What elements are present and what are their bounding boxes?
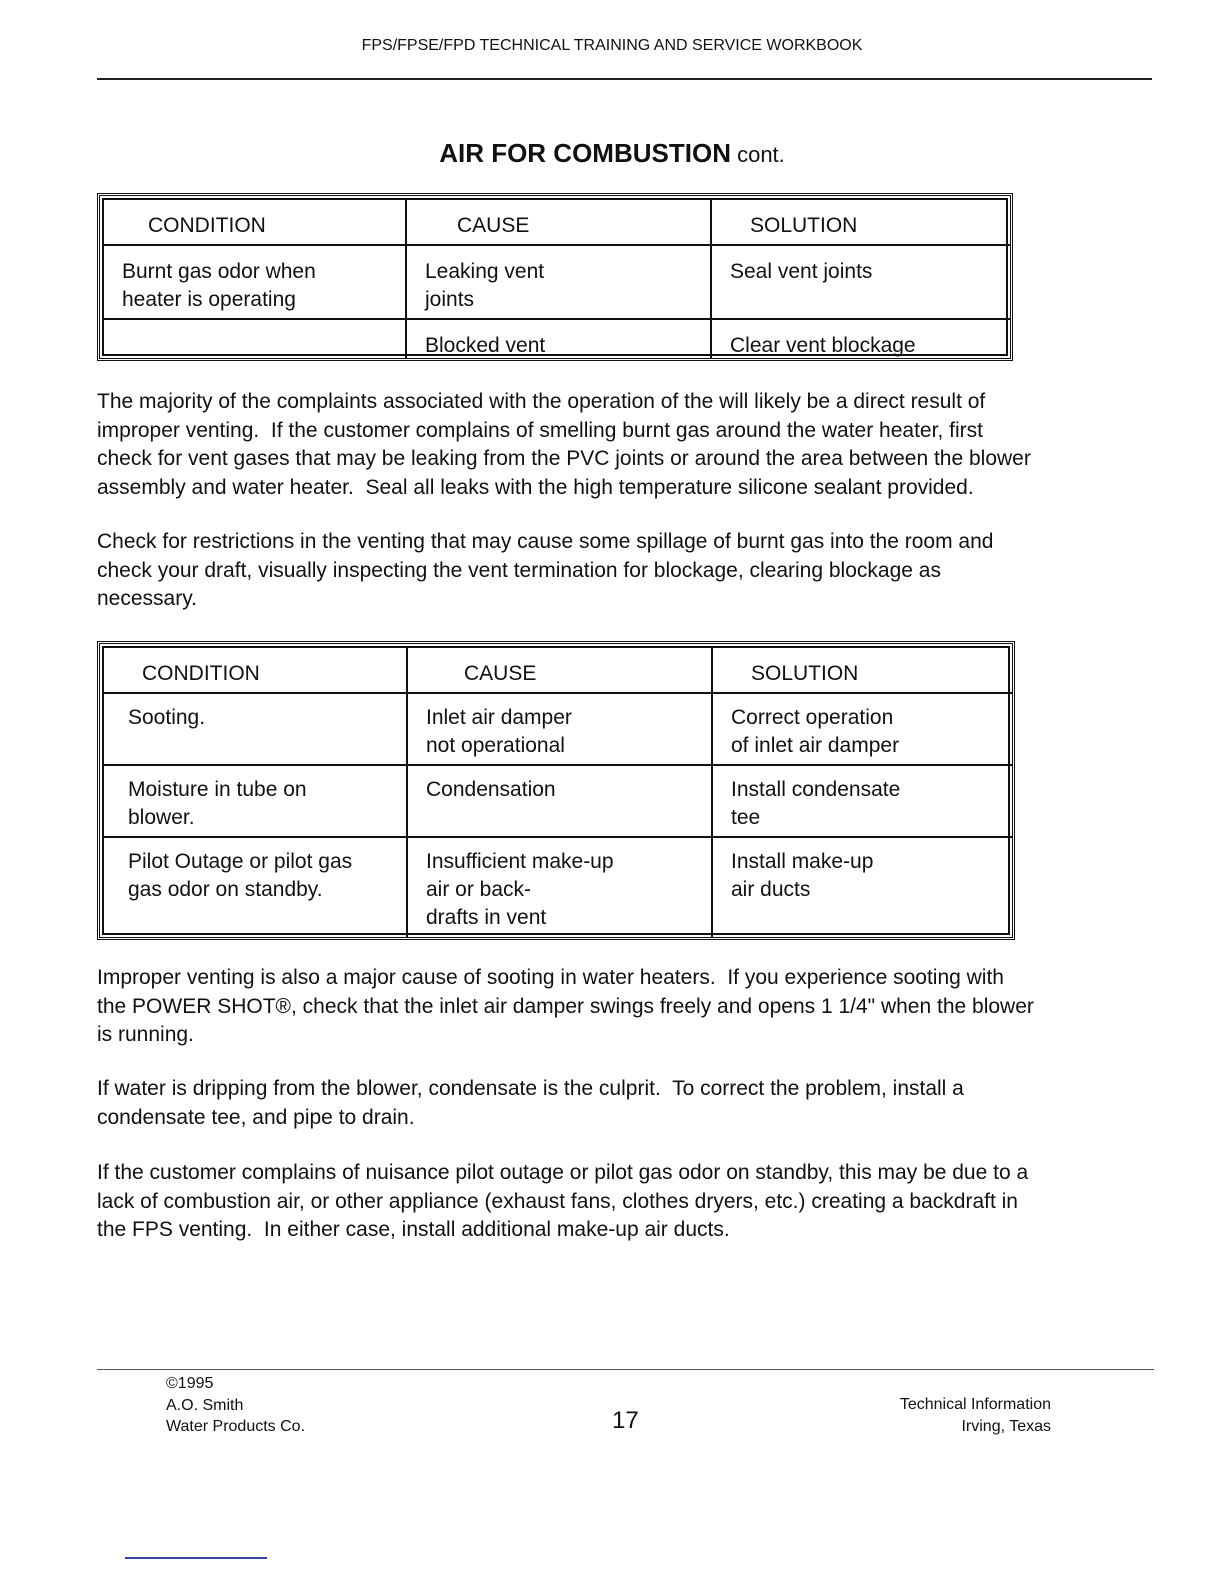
- table-cell: Moisture in tube on blower.: [128, 778, 307, 829]
- column-header: SOLUTION: [751, 662, 859, 685]
- troubleshooting-table-1: [97, 193, 1013, 361]
- table-cell: Inlet air damper not operational: [426, 706, 572, 757]
- table-cell: Install make-up air ducts: [731, 850, 874, 901]
- body-text-line: necessary.: [97, 587, 197, 610]
- body-text-line: the FPS venting. In either case, install additional make-up air ducts.: [97, 1218, 730, 1241]
- body-text-line: check your draft, visually inspecting the vent termination for blockage, clearing blockage as: [97, 558, 941, 582]
- body-text-line: If water is dripping from the blower, condensate is the culprit. To correct the problem, install a: [97, 1077, 964, 1100]
- table-cell: Insufficient make-up air or back- drafts in vent: [426, 850, 614, 929]
- column-divider: [710, 200, 712, 358]
- footer-left: ©1995 A.O. Smith Water Products Co.: [166, 1375, 306, 1435]
- column-header: CAUSE: [457, 214, 530, 237]
- title-suffix: cont.: [730, 142, 785, 167]
- body-text-line: If the customer complains of nuisance pilot outage or pilot gas odor on standby, this may be due to a: [97, 1161, 1029, 1184]
- header-rule: [97, 78, 1152, 80]
- column-divider: [405, 200, 407, 358]
- title-main: AIR FOR COMBUSTION: [439, 138, 731, 168]
- footer-rule: [97, 1369, 1154, 1370]
- row-divider: [104, 318, 1010, 320]
- table-cell: Sooting.: [128, 706, 206, 729]
- table-cell: Pilot Outage or pilot gas gas odor on standby.: [128, 850, 353, 901]
- table-cell: Blocked vent: [425, 334, 546, 357]
- row-divider: [104, 692, 1012, 694]
- table-cell: Leaking vent joints: [425, 260, 545, 311]
- table-cell: Seal vent joints: [730, 260, 873, 283]
- column-header: SOLUTION: [750, 214, 858, 237]
- table-cell: Install condensate tee: [731, 778, 901, 829]
- page-number: 17: [612, 1407, 639, 1434]
- row-divider: [104, 836, 1012, 838]
- footer-right: Technical Information Irving, Texas: [899, 1396, 1051, 1435]
- body-text-line: is running.: [97, 1023, 194, 1046]
- body-text-line: Check for restrictions in the venting that may cause some spillage of burnt gas into the room and: [97, 530, 994, 553]
- column-header: CAUSE: [464, 662, 537, 685]
- table-cell: Burnt gas odor when heater is operating: [122, 260, 316, 311]
- body-text-line: lack of combustion air, or other appliance (exhaust fans, clothes dryers, etc.) creating a backdraft in: [97, 1189, 1018, 1213]
- body-text-line: the POWER SHOT®, check that the inlet air damper swings freely and opens 1 1/4" when the blower: [97, 994, 1034, 1018]
- body-text-line: condensate tee, and pipe to drain.: [97, 1105, 415, 1129]
- body-text-line: Improper venting is also a major cause of sooting in water heaters. If you experience sooting with: [97, 966, 1004, 989]
- table-cell: Correct operation of inlet air damper: [731, 706, 900, 757]
- table-cell: Clear vent blockage: [730, 334, 916, 357]
- row-divider: [104, 764, 1012, 766]
- table-cell: Condensation: [426, 778, 556, 801]
- column-header: CONDITION: [148, 214, 266, 237]
- running-header: FPS/FPSE/FPD TECHNICAL TRAINING AND SERVICE WORKBOOK: [361, 37, 863, 54]
- body-text-line: improper venting. If the customer complains of smelling burnt gas around the water heater, first: [97, 418, 983, 442]
- body-text-line: assembly and water heater. Seal all leaks with the high temperature silicone sealant provided.: [97, 475, 974, 499]
- row-divider: [104, 244, 1010, 246]
- page-title: [0, 138, 1224, 169]
- body-text-line: The majority of the complaints associated with the operation of the will likely be a direct result of: [97, 390, 986, 413]
- body-text-line: check for vent gases that may be leaking from the PVC joints or around the area between the blower: [97, 447, 1031, 470]
- column-header: CONDITION: [142, 662, 260, 685]
- link-underline: [125, 1557, 267, 1559]
- troubleshooting-table-2: [97, 641, 1015, 940]
